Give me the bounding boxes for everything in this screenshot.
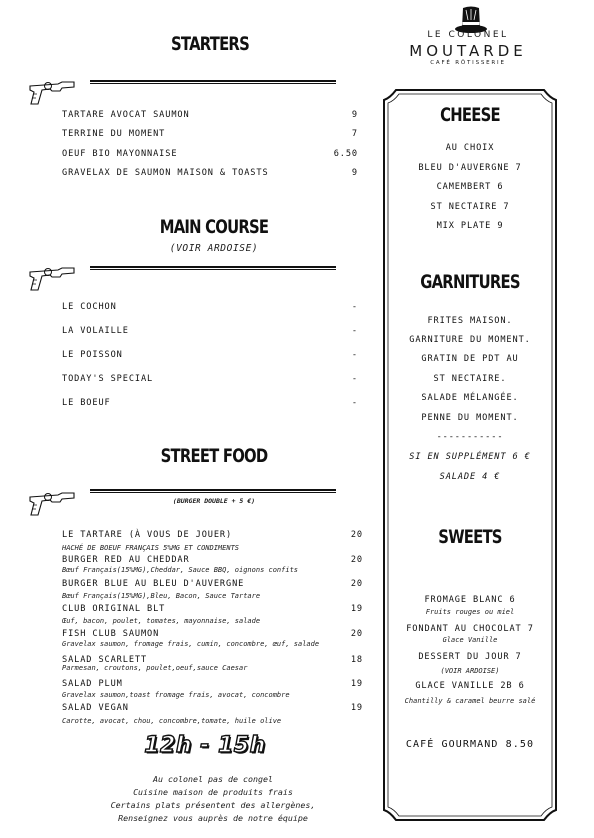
menu-item-price: - (351, 398, 358, 408)
garniture-line: SALADE MÉLANGÉE. (421, 393, 519, 403)
sweet-name: FONDANT AU CHOCOLAT 7 (406, 624, 534, 634)
cheese-line: BLEU D'AUVERGNE 7 (418, 163, 522, 173)
menu-item-desc: Gravelax saumon, fromage frais, cumin, concombre, œuf, salade (62, 640, 320, 648)
main-course-subtitle: (VOIR ARDOISE) (169, 243, 259, 254)
cheese-line: CAMEMBERT 6 (436, 182, 504, 192)
menu-item-price: - (351, 302, 358, 312)
menu-item-name: TODAY'S SPECIAL (62, 374, 154, 384)
menu-item-price: 20 (350, 629, 363, 639)
garniture-line: FRITES MAISON. (427, 316, 513, 326)
footer-line: Au colonel pas de congel (153, 774, 273, 784)
street-food-title: STREET FOOD (160, 445, 268, 467)
menu-item-price: 6.50 (333, 149, 358, 159)
garniture-supplement: SI EN SUPPLÉMENT 6 € (409, 452, 531, 462)
sweet-desc: Fruits rouges ou miel (425, 608, 515, 616)
menu-item-price: 7 (351, 129, 358, 139)
menu-item-name: SALAD SCARLETT (62, 655, 148, 665)
brand-logo (384, 4, 552, 70)
garniture-line: PENNE DU MOMENT. (421, 413, 519, 423)
divider (90, 80, 336, 84)
menu-item-desc: Gravelax saumon,toast fromage frais, avocat, concombre (62, 691, 290, 699)
footer-line: Renseignez vous auprès de notre équipe (118, 813, 308, 823)
sweet-name: DESSERT DU JOUR 7 (418, 652, 522, 662)
burger-double-note: (BURGER DOUBLE + 5 €) (172, 497, 256, 505)
brand-line1: LE COLONEL (427, 30, 509, 40)
sweet-name: GLACE VANILLE 2B 6 (415, 681, 525, 691)
cafe-gourmand: CAFÉ GOURMAND 8.50 (405, 739, 535, 750)
menu-item-price: - (351, 374, 358, 384)
menu-item-price: 19 (350, 604, 363, 614)
sweets-title: SWEETS (438, 526, 502, 548)
menu-item-name: LE BOEUF (62, 398, 111, 408)
menu-item-price: 20 (350, 530, 363, 540)
brand-tagline: CAFÉ RÔTISSERIE (430, 60, 506, 66)
menu-item-name: BURGER BLUE AU BLEU D'AUVERGNE (62, 579, 245, 589)
menu-item-price: - (351, 326, 358, 336)
menu-item-name: GRAVELAX DE SAUMON MAISON & TOASTS (62, 168, 269, 178)
garniture-line: GARNITURE DU MOMENT. (409, 335, 531, 345)
opening-hours: 12h - 15h (144, 733, 266, 758)
sweet-name: FROMAGE BLANC 6 (424, 595, 516, 605)
menu-item-name: CLUB ORIGINAL BLT (62, 604, 166, 614)
garniture-line: ----------- (436, 432, 504, 442)
menu-item-name: OEUF BIO MAYONNAISE (62, 149, 178, 159)
menu-item-name: LE COCHON (62, 302, 117, 312)
main-course-title: MAIN COURSE (159, 216, 269, 238)
menu-item-desc: HACHÉ DE BOEUF FRANÇAIS 5%MG ET CONDIMENTS (62, 544, 240, 552)
divider (90, 489, 336, 493)
starters-title: STARTERS (171, 33, 249, 55)
menu-item-name: TERRINE DU MOMENT (62, 129, 166, 139)
menu-item-price: 19 (350, 703, 363, 713)
revolver-icon (28, 76, 76, 106)
menu-item-name: LE TARTARE (À VOUS DE JOUER) (62, 530, 233, 540)
cheese-line: AU CHOIX (445, 143, 495, 153)
sweet-desc: Glace Vanille (442, 636, 498, 644)
sweet-desc: (VOIR ARDOISE) (440, 667, 500, 675)
menu-item-name: LA VOLAILLE (62, 326, 129, 336)
cheese-title: CHEESE (440, 104, 500, 126)
menu-item-price: 9 (351, 168, 358, 178)
footer-line: Cuisine maison de produits frais (133, 787, 293, 797)
menu-item-price: - (351, 350, 358, 360)
cheese-line: ST NECTAIRE 7 (430, 202, 510, 212)
menu-item-price: 20 (350, 555, 363, 565)
side-panel (382, 88, 558, 822)
menu-item-name: BURGER RED AU CHEDDAR (62, 555, 190, 565)
brand-name: MOUTARDE (409, 42, 527, 60)
menu-item-price: 9 (351, 110, 358, 120)
revolver-icon (28, 262, 76, 292)
menu-item-desc: Carotte, avocat, chou, concombre,tomate, huile olive (62, 717, 282, 725)
menu-item-desc: Bœuf Français(15%MG),Bleu, Bacon, Sauce Tartare (62, 592, 261, 600)
menu-item-name: SALAD VEGAN (62, 703, 129, 713)
revolver-icon (28, 487, 76, 517)
menu-item-desc: Parmesan, croutons, poulet,oeuf,sauce Caesar (62, 664, 248, 672)
garniture-salade: SALADE 4 € (439, 472, 501, 482)
menu-item-desc: Bœuf Français(15%MG),Cheddar, Sauce BBQ, oignons confits (62, 566, 299, 574)
footer-line: Certains plats présentent des allergènes, (110, 800, 316, 810)
menu-item-price: 20 (350, 579, 363, 589)
menu-item-name: TARTARE AVOCAT SAUMON (62, 110, 190, 120)
menu-item-price: 18 (350, 655, 363, 665)
divider (90, 266, 336, 270)
menu-item-price: 19 (350, 679, 363, 689)
sweet-desc: Chantilly & caramel beurre salé (404, 697, 536, 705)
menu-item-desc: Œuf, bacon, poulet, tomates, mayonnaise, salade (62, 617, 261, 625)
menu-item-name: FISH CLUB SAUMON (62, 629, 160, 639)
menu-item-name: SALAD PLUM (62, 679, 123, 689)
cheese-line: MIX PLATE 9 (436, 221, 504, 231)
menu-item-name: LE POISSON (62, 350, 123, 360)
garnitures-title: GARNITURES (420, 271, 520, 293)
garniture-line: ST NECTAIRE. (433, 374, 507, 384)
garniture-line: GRATIN DE PDT AU (421, 354, 519, 364)
